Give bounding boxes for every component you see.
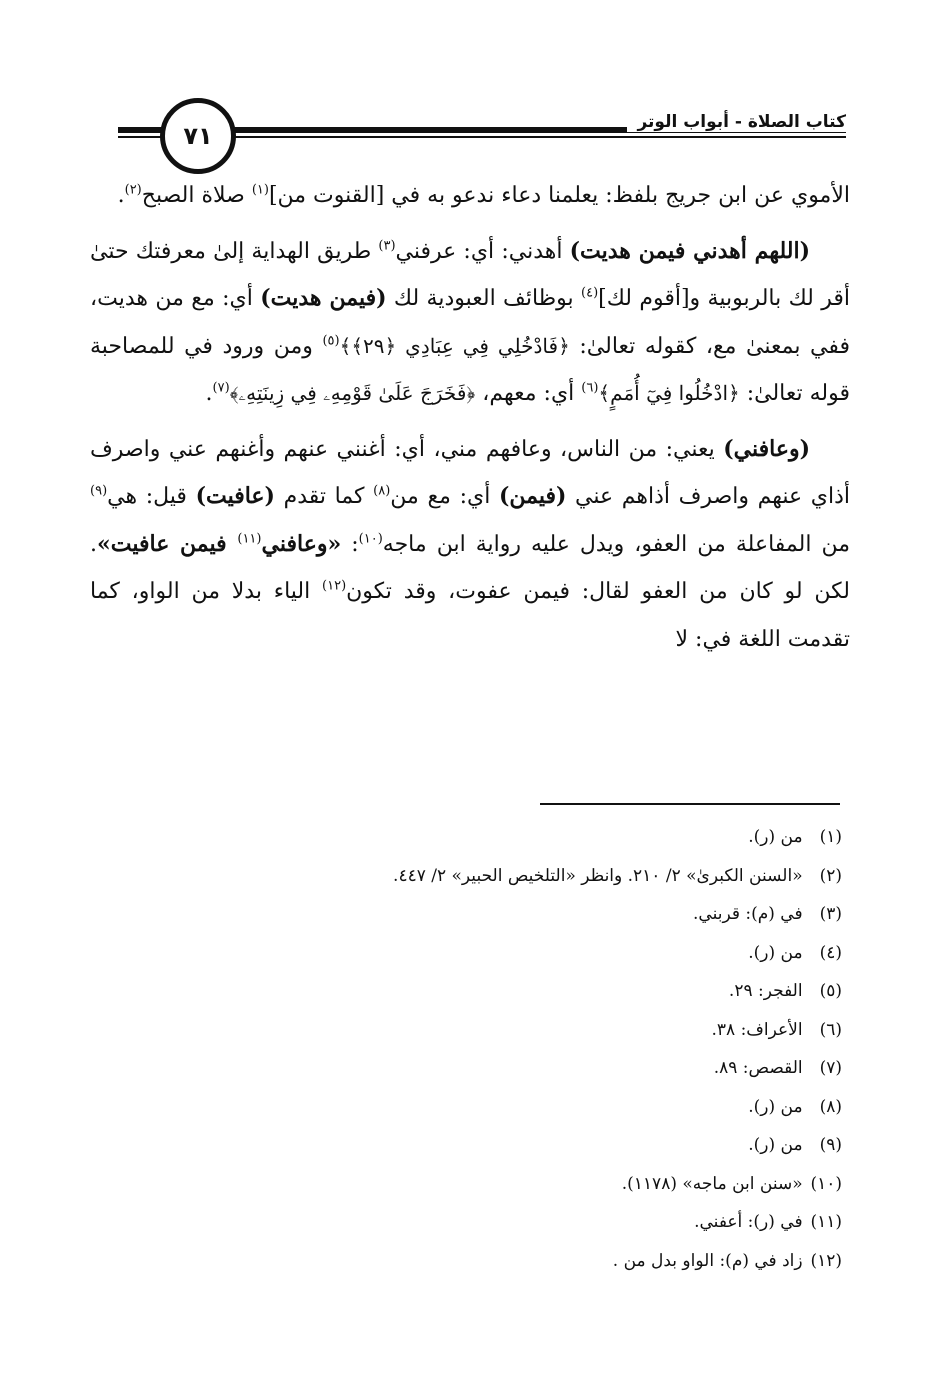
text-run: طريق الهداية إلىٰ معرفتك حتىٰ أقر لك بالربوبية و[أقوم لك] [90,238,850,311]
text-run: صلاة الصبح [141,183,245,208]
footnote-text: «السنن الكبرىٰ» ٢/ ٢١٠. وانظر «التلخيص الحبير» ٢/ ٤٤٧. [393,865,803,886]
footnote [90,934,842,973]
footnote-number: (٨) [819,1096,842,1117]
footnote-number: (١١) [810,1212,842,1232]
footnote-text: القصص: ٨٩. [713,1058,803,1078]
footnote [90,1203,842,1242]
footnote-text: «سنن ابن ماجه» (١١٧٨). [621,1173,803,1194]
hadith-phrase: (عافيت) [195,483,275,509]
footnote [90,1088,842,1127]
footnote [90,857,842,896]
footnote-number: (٧) [819,1058,842,1078]
text-run: أي: مع من [390,484,499,509]
page-number-badge [160,98,236,174]
text-run: ومن ورود في للمصاحبة قوله تعالىٰ: [90,333,850,406]
footnote [90,818,842,857]
hadith-phrase: «وعافني [261,530,342,557]
footnote [90,1049,842,1088]
footnote-ref-6: (٦) [581,380,599,396]
text-run: . لكن لو كان من العفو لقال: فيمن عفوت، وقد تكون [90,531,850,604]
hadith-phrase: (فيمن هديت) [260,285,387,311]
paragraph-2 [90,228,850,418]
hadith-phrase: (فيمن) [498,483,567,509]
footnote-number: (٤) [819,942,842,963]
text-run: . [205,381,213,406]
footnote [90,1011,842,1050]
text-run: : [341,531,359,557]
footnotes [90,818,842,1280]
text-run: . [117,183,125,208]
hadith-phrase: (اللهم أهدني فيمن هديت) [569,237,810,264]
footnote-number: (١٢) [810,1250,842,1271]
footnote-number: (١) [819,827,842,847]
footnote-ref-2: (٢) [124,182,142,198]
text-run: أي: معهم، [475,381,582,406]
quran-quote: ﴿فَادْخُلِي فِي عِبَادِي ﴿٢٩﴾﴾ [339,333,570,358]
text-run: أهدني: أي: عرفني [395,238,570,264]
text-run: الأموي عن ابن جريج بلفظ: يعلمنا دعاء ندعو به في [القنوت من] [268,183,850,208]
footnote-number: (٥) [819,981,842,1001]
page-header [118,92,846,178]
footnote-text: الفجر: ٢٩. [728,981,803,1001]
text-run: من المفاعلة من العفو، ويدل عليه رواية ابن ماجه [382,531,851,557]
footnote-text: في (م): قربني. [693,904,803,924]
page-number: ٧١ [183,122,213,150]
footnote-ref-7: (٧) [212,380,230,396]
footnote-number: (٦) [819,1019,842,1040]
footnote [90,1165,842,1204]
footnote-text: في (ر): أعفني. [694,1212,803,1232]
running-head: كتاب الصلاة - أبواب الوتر [627,112,846,132]
main-text [90,172,850,671]
text-run: بوظائف العبودية لك [386,286,582,311]
quran-quote: ﴿فَخَرَجَ عَلَىٰ قَوْمِهِۦ فِي زِينَتِهِۦ﴾ [229,381,476,405]
hadith-phrase: فيمن عافيت» [97,530,238,557]
hadith-phrase: (وعافني) [723,435,810,462]
footnote-text: من (ر). [748,827,803,847]
footnote-ref-8: (٨) [373,483,391,499]
footnote-text: من (ر). [748,1096,803,1117]
paragraph-1 [90,172,850,220]
footnote [90,972,842,1011]
footnote-text: زاد في (م): الواو بدل من . [612,1250,803,1271]
footnote-text: الأعراف: ٣٨. [711,1019,803,1040]
footnote-number: (٩) [819,1135,842,1155]
footnote [90,1126,842,1165]
footnote-ref-3: (٣) [378,238,396,254]
text-run: الياء بدلا من الواو، كما تقدمت اللغة في: لا [90,579,850,652]
footnote-number: (٣) [819,904,842,924]
footnote [90,895,842,934]
paragraph-3 [90,426,850,664]
footnote-number: (٢) [819,865,842,886]
footnote-ref-10: (١٠) [358,531,383,547]
text-run: كما تقدم [274,484,374,509]
footnote-text: من (ر). [748,942,803,963]
footnote-ref-11: (١١) [237,531,262,547]
footnote-number: (١٠) [810,1173,842,1194]
footnote-ref-9: (٩) [90,483,108,499]
footnote [90,1242,842,1281]
footnote-ref-4: (٤) [581,285,599,301]
text-run: أي: مع من هديت، ففي بمعنىٰ مع، كقوله تعالىٰ: [90,286,850,359]
text-run: قيل: هي [107,484,196,509]
footnote-text: من (ر). [748,1135,803,1155]
footnote-separator [540,803,840,805]
quran-quote: ﴿ادْخُلُوا فِيٓ أُمَمٍ﴾ [598,381,740,405]
footnote-ref-1: (١) [251,182,269,198]
text-run: يعني: من الناس، وعافهم مني، أي: أغنني عنهم وأغنهم عني واصرف أذاي عنهم واصرف أذاهم عني [90,436,851,509]
footnote-ref-12: (١٢) [322,578,347,594]
footnote-ref-5: (٥) [322,333,340,349]
